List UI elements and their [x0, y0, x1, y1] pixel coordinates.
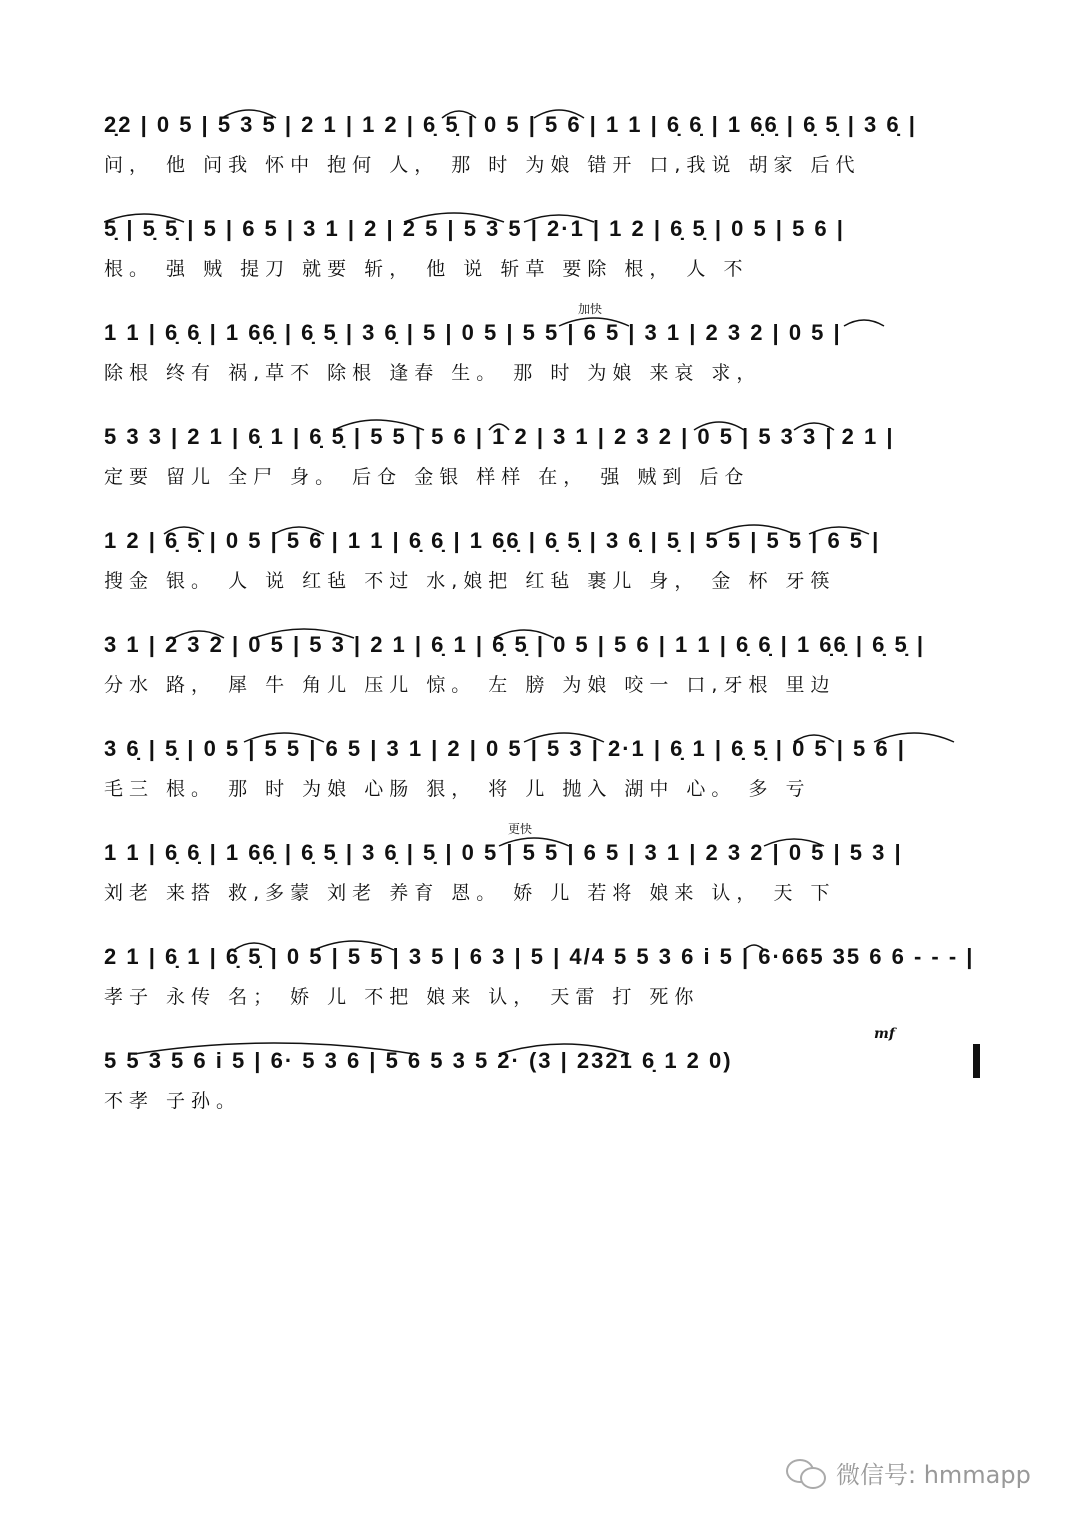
- wechat-icon: [786, 1455, 826, 1489]
- score-system-7: [104, 724, 980, 828]
- lyrics-line: 问， 他 问我 怀中 抱何 人， 那 时 为娘 错开 口,我说 胡家 后代: [104, 154, 861, 176]
- notation-line: 5 3 3 | 2 1 | 6̣ 1 | 6̣ 5̣ | 5 5 | 5 6 | 1 2 | 3 1 | 2 3 2 | 0 5 | 5 3 3 | 2 1 |: [104, 424, 895, 449]
- music-score: [104, 100, 980, 1140]
- lyrics-line: 孝子 永传 名； 娇 儿 不把 娘来 认， 天雷 打 死你: [104, 986, 700, 1008]
- notation-line: 3 6̣ | 5̣ | 0 5 | 5 5 | 6 5 | 3 1 | 2 | 0 5 | 5 3 | 2·1 | 6̣ 1 | 6̣ 5̣ | 0 5 | 5 6 |: [104, 736, 906, 761]
- notation-line: 1 2 | 6̣ 5̣ | 0 5 | 5 6 | 1 1 | 6̣ 6̣ | 1 6̣6̣ | 6̣ 5̣ | 3 6̣ | 5̣ | 5 5 | 5 5 | 6 5 |: [104, 528, 881, 553]
- lyrics-line: 除根 终有 祸,草不 除根 逢春 生。 那 时 为娘 来哀 求，: [104, 362, 762, 384]
- lyrics-line: 分水 路， 犀 牛 角儿 压儿 惊。 左 膀 为娘 咬一 口,牙根 里边: [104, 674, 836, 696]
- tempo-mark: 加快: [578, 302, 603, 316]
- notation-line: 2 1 | 6̣ 1 | 6̣ 5̣ | 0 5 | 5 5 | 3 5 | 6 3 | 5 | 4/4 5 5 3 6 i 5 | 6·665 35 6 6 - - - |: [104, 944, 975, 969]
- lyrics-line: 搜金 银。 人 说 红毡 不过 水,娘把 红毡 裹儿 身， 金 杯 牙筷: [104, 570, 836, 592]
- lyrics-line: 不孝 子孙。: [104, 1090, 242, 1112]
- notation-line: 5 5 3 5 6 i 5 | 6· 5 3 6 | 5 6 5 3 5 2· (3 | 2321 6̣ 1 2 0): [104, 1048, 733, 1073]
- watermark: [786, 1452, 1031, 1492]
- notation-line: 2̣2 | 0 5 | 5 3 5 | 2 1 | 1 2 | 6̣ 5̣ | 0 5 | 5 6 | 1 1 | 6̣ 6̣ | 1 6̣6̣ | 6̣ 5̣ | 3 6̣ |: [104, 112, 917, 137]
- notation-line: 1 1 | 6̣ 6̣ | 1 6̣6̣ | 6̣ 5̣ | 3 6̣ | 5 | 0 5 | 5 5 | 6 5 | 3 1 | 2 3 2 | 0 5 |: [104, 320, 842, 345]
- score-system-2: [104, 204, 980, 308]
- score-system-4: [104, 412, 980, 516]
- final-barline: [973, 1044, 980, 1078]
- lyrics-line: 刘老 来搭 救,多蒙 刘老 养育 恩。 娇 儿 若将 娘来 认， 天 下: [104, 882, 836, 904]
- tempo-mark: 更快: [508, 822, 533, 836]
- lyrics-line: 定要 留儿 全尸 身。 后仓 金银 样样 在， 强 贼到 后仓: [104, 466, 750, 488]
- notation-line: 3 1 | 2 3 2 | 0 5 | 5 3 | 2 1 | 6̣ 1 | 6̣ 5̣ | 0 5 | 5 6 | 1 1 | 6̣ 6̣ | 1 6̣6̣ | 6̣ 5̣ |: [104, 632, 925, 657]
- score-system-8: [104, 822, 980, 932]
- notation-line: 5̣ | 5̣ 5̣ | 5 | 6 5 | 3 1 | 2 | 2 5 | 5 3 5 | 2·1 | 1 2 | 6̣ 5̣ | 0 5 | 5 6 |: [104, 216, 845, 241]
- score-system-6: [104, 620, 980, 724]
- score-system-10: [104, 1026, 980, 1140]
- score-system-5: [104, 516, 980, 620]
- score-system-9: [104, 932, 980, 1036]
- dynamic-mark: mf: [874, 1026, 895, 1042]
- lyrics-line: 根。 强 贼 提刀 就要 斩， 他 说 斩草 要除 根， 人 不: [104, 258, 749, 280]
- score-system-1: [104, 100, 980, 204]
- notation-line: 1 1 | 6̣ 6̣ | 1 6̣6̣ | 6̣ 5̣ | 3 6̣ | 5̣ | 0 5 | 5 5 | 6 5 | 3 1 | 2 3 2 | 0 5 | 5 3 |: [104, 840, 903, 865]
- score-system-3: [104, 302, 980, 412]
- lyrics-line: 毛三 根。 那 时 为娘 心肠 狠， 将 儿 抛入 湖中 心。 多 亏: [104, 778, 811, 800]
- watermark-text: 微信号: hmmapp: [836, 1460, 1031, 1489]
